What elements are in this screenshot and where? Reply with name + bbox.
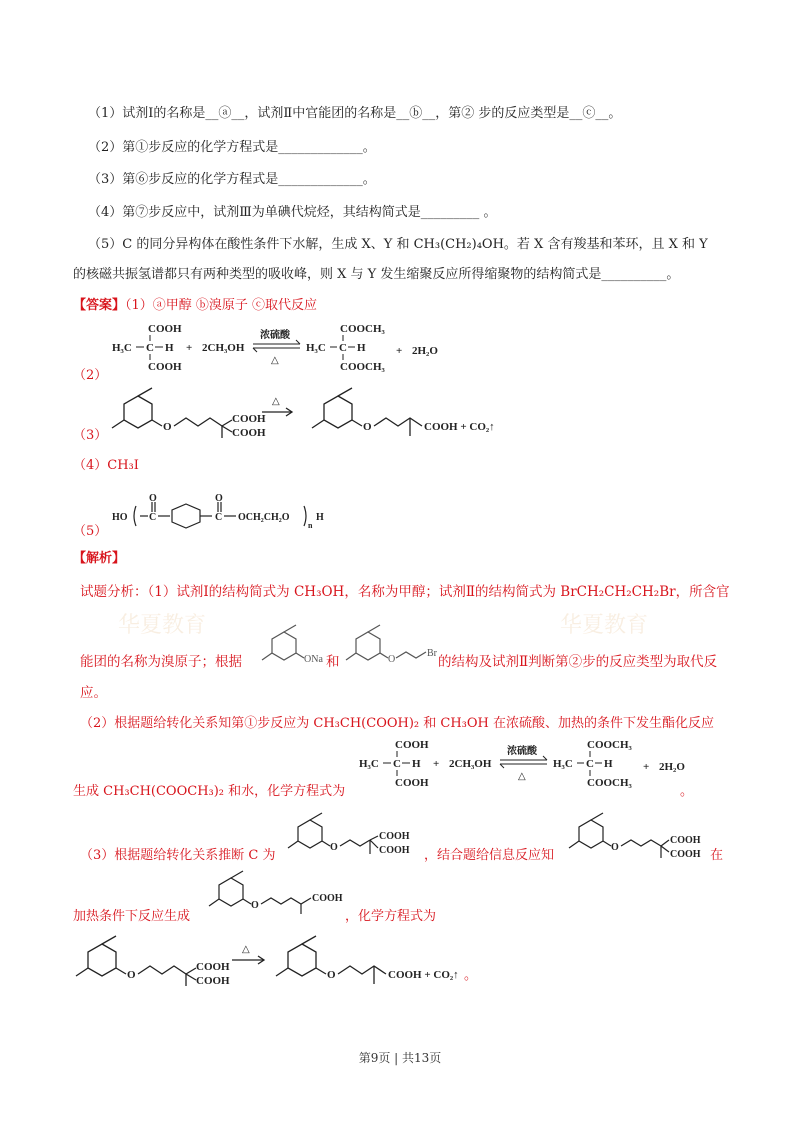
svg-text:COOH: COOH: [232, 427, 266, 439]
svg-text:COOH: COOH: [379, 845, 410, 856]
svg-text:COOH: COOH: [670, 835, 701, 846]
svg-text:COOCH₃: COOCH₃: [340, 323, 385, 335]
svg-text:COOH: COOH: [148, 323, 182, 335]
page-footer: 第9页 | 共13页: [358, 1051, 442, 1065]
svg-text:C: C: [339, 342, 347, 354]
svg-text:O: O: [327, 969, 336, 981]
svg-text:+: +: [433, 758, 440, 770]
svg-text:n: n: [308, 521, 313, 530]
answer-4: （4）CH₃I: [73, 458, 139, 473]
answer-3-label: （3）: [73, 428, 108, 443]
svg-text:O: O: [215, 493, 223, 504]
question-5-line2: 的核磁共振氢谱都只有两种类型的吸收峰，则 X 与 Y 发生缩聚反应所得缩聚物的结构简式是__________。: [73, 267, 680, 282]
svg-text:C: C: [393, 758, 401, 770]
watermark: 华夏教育: [118, 613, 207, 638]
analysis-p2-end: 。: [680, 784, 694, 799]
analysis-p1-and: 和: [326, 654, 340, 670]
svg-text:O: O: [127, 969, 136, 981]
svg-text:COOH: COOH: [395, 739, 429, 751]
svg-text:△: △: [271, 355, 279, 366]
svg-text:COOCH₃: COOCH₃: [340, 361, 385, 373]
answer-1: （1）ⓐ甲醇 ⓑ溴原子 ⓒ取代反应: [125, 298, 318, 313]
decarboxylation-equation: [108, 382, 508, 444]
svg-text:COOCH₃: COOCH₃: [587, 777, 632, 789]
esterification-equation: [108, 318, 448, 380]
svg-text:H: H: [316, 512, 324, 523]
svg-text:O: O: [149, 493, 157, 504]
analysis-p2-line2: 生成 CH₃CH(COOCH₃)₂ 和水，化学方程式为: [73, 784, 346, 799]
svg-text:2H₂O: 2H₂O: [659, 761, 685, 773]
svg-text:H: H: [357, 342, 366, 354]
analysis-p1-line1: 试题分析：（1）试剂Ⅰ的结构简式为 CH₃OH，名称为甲醇；试剂Ⅱ的结构简式为 BrCH₂CH₂CH₂Br，所含官: [80, 584, 730, 600]
analysis-p1-line3: 应。: [80, 685, 107, 701]
svg-text:H: H: [412, 758, 421, 770]
svg-text:COOH: COOH: [379, 831, 410, 842]
answer-label: 【答案】: [73, 298, 126, 313]
svg-text:COOCH₃: COOCH₃: [587, 739, 632, 751]
analysis-p3-line1: （3）根据题给转化关系推断 C 为: [80, 848, 276, 863]
svg-text:COOH: COOH: [148, 361, 182, 373]
svg-text:C: C: [586, 758, 594, 770]
svg-text:△: △: [518, 771, 526, 782]
analysis-label: 【解析】: [73, 551, 126, 566]
svg-text:2H₂O: 2H₂O: [412, 345, 438, 357]
svg-text:COOH + CO₂↑: COOH + CO₂↑: [388, 969, 459, 981]
svg-text:H₃C: H₃C: [306, 342, 326, 354]
analysis-p1-line2: 能团的名称为溴原子；根据: [80, 654, 242, 670]
svg-text:△: △: [272, 396, 280, 407]
svg-text:COOH: COOH: [312, 893, 343, 904]
svg-text:HO: HO: [112, 512, 128, 523]
svg-text:O: O: [388, 654, 396, 665]
compound-c-structure: [284, 808, 414, 860]
svg-text:H: H: [604, 758, 613, 770]
svg-text:COOH + CO₂↑: COOH + CO₂↑: [424, 421, 495, 433]
svg-text:Br: Br: [427, 648, 437, 659]
bromoether-structure: [340, 622, 444, 670]
analysis-p2-line1: （2）根据题给转化关系知第①步反应为 CH₃CH(COOH)₂ 和 CH₃OH 在浓硫酸、加热的条件下发生酯化反应: [80, 716, 715, 731]
svg-text:+: +: [396, 345, 403, 357]
svg-text:O: O: [330, 842, 338, 853]
svg-text:浓硫酸: 浓硫酸: [507, 746, 537, 757]
answer-2-label: （2）: [73, 368, 108, 383]
svg-text:ONa: ONa: [304, 654, 323, 665]
analysis-p3-post: 在: [710, 848, 724, 863]
question-1: （1）试剂Ⅰ的名称是__ⓐ__，试剂Ⅱ中官能团的名称是__ⓑ__，第② 步的反应类型是__ⓒ__。: [88, 106, 622, 121]
svg-text:2CH₃OH: 2CH₃OH: [202, 342, 245, 354]
analysis-p3-line2: 加热条件下反应生成: [73, 909, 191, 924]
analysis-p1-line2-end: 的结构及试剂Ⅱ判断第②步的反应类型为取代反: [438, 654, 718, 670]
svg-text:COOH: COOH: [196, 975, 230, 987]
compound-c-structure-2: [565, 808, 705, 860]
esterification-equation-analysis: [355, 734, 695, 796]
svg-text:OCH₂CH₂O: OCH₂CH₂O: [238, 512, 290, 523]
svg-text:O: O: [363, 421, 372, 433]
polyester-structure: [108, 490, 368, 540]
svg-text:+: +: [643, 761, 650, 773]
question-4: （4）第⑦步反应中，试剂Ⅲ为单碘代烷烃，其结构简式是_________ 。: [88, 205, 497, 220]
svg-text:C: C: [215, 512, 223, 523]
question-2: （2）第①步反应的化学方程式是_____________。: [88, 140, 376, 155]
svg-text:H₃C: H₃C: [112, 342, 132, 354]
svg-text:+: +: [186, 342, 193, 354]
svg-text:COOH: COOH: [395, 777, 429, 789]
svg-text:H₃C: H₃C: [553, 758, 573, 770]
svg-text:O: O: [611, 842, 619, 853]
svg-text:C: C: [146, 342, 154, 354]
svg-text:C: C: [149, 512, 157, 523]
question-5-line1: （5）C 的同分异构体在酸性条件下水解，生成 X、Y 和 CH₃(CH₂)₄OH。若 X 含有羧基和苯环，且 X 和 Y: [88, 237, 708, 252]
svg-text:COOH: COOH: [196, 961, 230, 973]
svg-text:H: H: [165, 342, 174, 354]
svg-text:H₃C: H₃C: [359, 758, 379, 770]
analysis-p3-end: 。: [464, 968, 478, 983]
svg-text:COOH: COOH: [232, 413, 266, 425]
phenoxide-structure: [256, 622, 336, 670]
svg-text:2CH₃OH: 2CH₃OH: [449, 758, 492, 770]
analysis-p3-mid: ，结合题给信息反应知: [424, 848, 555, 863]
svg-text:O: O: [251, 900, 259, 911]
answer-section: [73, 296, 317, 316]
svg-text:O: O: [163, 421, 172, 433]
svg-text:浓硫酸: 浓硫酸: [260, 330, 290, 341]
answer-5-label: （5）: [73, 524, 108, 539]
analysis-p3-line2-end: ，化学方程式为: [345, 909, 437, 924]
question-3: （3）第⑥步反应的化学方程式是_____________。: [88, 172, 376, 187]
svg-text:△: △: [242, 944, 250, 955]
decarboxylation-equation-analysis: [72, 930, 492, 992]
svg-text:COOH: COOH: [670, 849, 701, 860]
product-acid-structure: [205, 866, 355, 918]
watermark: 华夏教育: [560, 613, 649, 638]
